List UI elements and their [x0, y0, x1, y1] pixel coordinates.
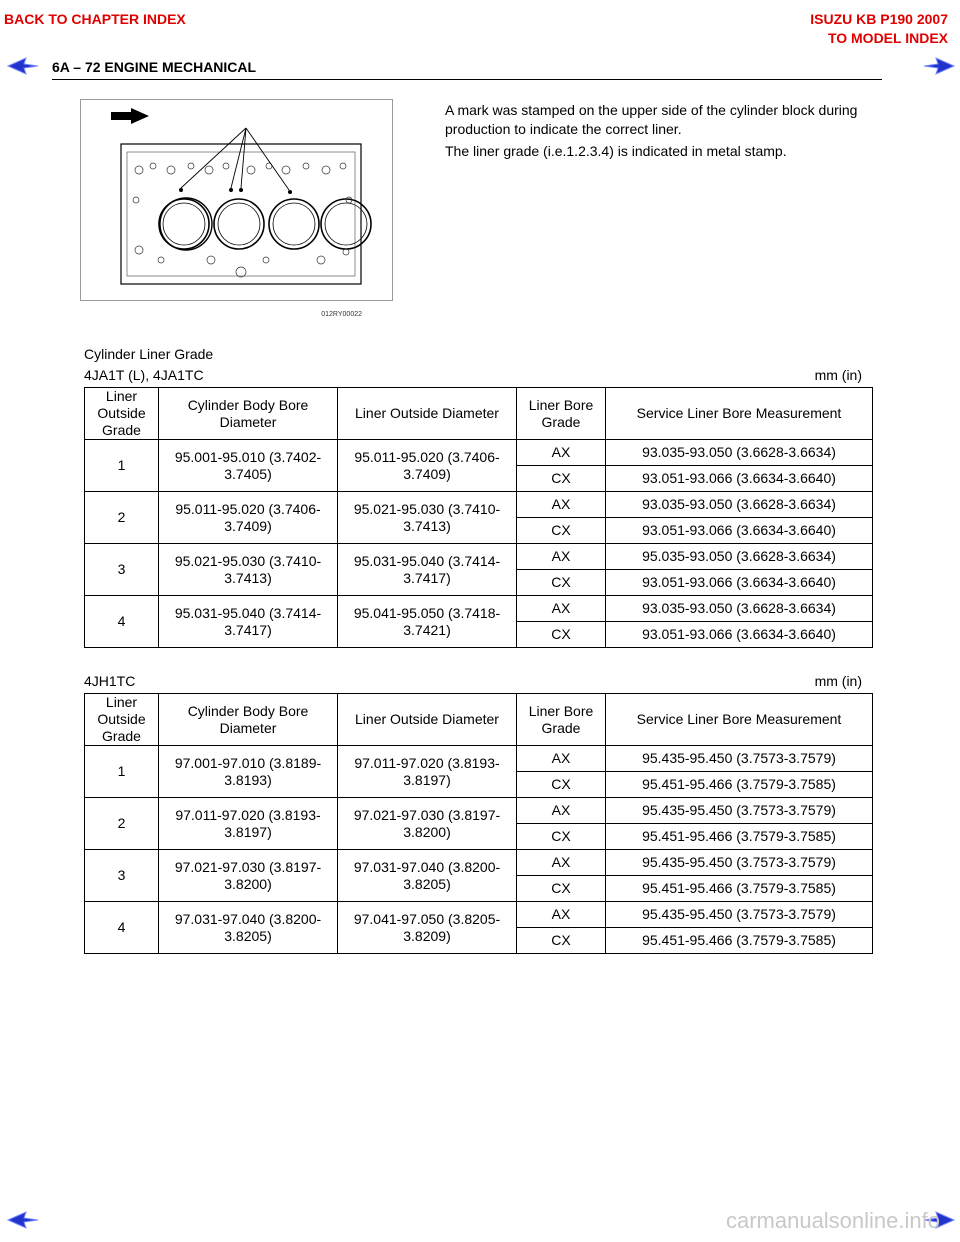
- cell-service: 95.451-95.466 (3.7579-3.7585): [606, 772, 873, 798]
- cell-bore-grade: AX: [517, 544, 606, 570]
- cell-body-bore: 95.011-95.020 (3.7406-3.7409): [159, 492, 338, 544]
- col-header-liner-od: Liner Outside Diameter: [338, 388, 517, 440]
- section-title: Cylinder Liner Grade: [84, 346, 214, 362]
- cell-bore-grade: AX: [517, 596, 606, 622]
- cell-body-bore: 97.021-97.030 (3.8197-3.8200): [159, 850, 338, 902]
- model-title[interactable]: ISUZU KB P190 2007: [810, 11, 948, 27]
- cell-liner-od: 97.011-97.020 (3.8193-3.8197): [338, 746, 517, 798]
- cell-service: 95.035-93.050 (3.6628-3.6634): [606, 544, 873, 570]
- table-header-row: [85, 388, 873, 440]
- page-header: [52, 59, 882, 80]
- cell-grade: 4: [85, 902, 159, 954]
- col-header-body-bore: Cylinder Body Bore Diameter: [159, 694, 338, 746]
- cell-bore-grade: CX: [517, 876, 606, 902]
- cell-grade: 1: [85, 440, 159, 492]
- cell-bore-grade: CX: [517, 570, 606, 596]
- cell-body-bore: 95.001-95.010 (3.7402-3.7405): [159, 440, 338, 492]
- cell-bore-grade: CX: [517, 518, 606, 544]
- col-header-bore-grade: Liner Bore Grade: [517, 388, 606, 440]
- table-row: [85, 798, 873, 824]
- intro-paragraph: A mark was stamped on the upper side of the cylinder block during production to indicate the correct liner.: [445, 102, 858, 137]
- cell-service: 93.051-93.066 (3.6634-3.6640): [606, 518, 873, 544]
- col-header-grade: Liner Outside Grade: [85, 388, 159, 440]
- cell-liner-od: 97.031-97.040 (3.8200-3.8205): [338, 850, 517, 902]
- col-header-grade: Liner Outside Grade: [85, 694, 159, 746]
- table2-model: 4JH1TC: [84, 673, 136, 689]
- cell-grade: 2: [85, 492, 159, 544]
- table1-unit: mm (in): [814, 367, 862, 383]
- back-to-chapter-index-link[interactable]: BACK TO CHAPTER INDEX: [4, 11, 186, 27]
- cell-liner-od: 95.031-95.040 (3.7414-3.7417): [338, 544, 517, 596]
- table-row: [85, 440, 873, 466]
- figure-code: 012RY00022: [321, 311, 362, 318]
- cell-bore-grade: CX: [517, 772, 606, 798]
- cell-body-bore: 97.031-97.040 (3.8200-3.8205): [159, 902, 338, 954]
- cell-bore-grade: AX: [517, 798, 606, 824]
- cell-liner-od: 97.021-97.030 (3.8197-3.8200): [338, 798, 517, 850]
- prev-page-arrow-icon[interactable]: [6, 1210, 40, 1230]
- table-row: [85, 850, 873, 876]
- cell-liner-od: 95.021-95.030 (3.7410-3.7413): [338, 492, 517, 544]
- cell-service: 93.051-93.066 (3.6634-3.6640): [606, 466, 873, 492]
- table-row: [85, 746, 873, 772]
- table1: [84, 387, 873, 648]
- col-header-service: Service Liner Bore Measurement: [606, 694, 873, 746]
- cell-body-bore: 97.001-97.010 (3.8189-3.8193): [159, 746, 338, 798]
- cell-liner-od: 97.041-97.050 (3.8205-3.8209): [338, 902, 517, 954]
- cell-body-bore: 95.031-95.040 (3.7414-3.7417): [159, 596, 338, 648]
- cell-liner-od: 95.041-95.050 (3.7418-3.7421): [338, 596, 517, 648]
- cell-bore-grade: CX: [517, 928, 606, 954]
- table-row: [85, 902, 873, 928]
- cell-body-bore: 95.021-95.030 (3.7410-3.7413): [159, 544, 338, 596]
- cell-bore-grade: CX: [517, 824, 606, 850]
- cylinder-block-drawing: [81, 100, 392, 300]
- watermark: carmanualsonline.info: [725, 1208, 940, 1233]
- cell-grade: 1: [85, 746, 159, 798]
- cell-service: 93.035-93.050 (3.6628-3.6634): [606, 596, 873, 622]
- cell-bore-grade: AX: [517, 746, 606, 772]
- cell-service: 95.451-95.466 (3.7579-3.7585): [606, 824, 873, 850]
- cell-grade: 3: [85, 850, 159, 902]
- cell-body-bore: 97.011-97.020 (3.8193-3.8197): [159, 798, 338, 850]
- model-index-link[interactable]: TO MODEL INDEX: [827, 30, 948, 46]
- cell-grade: 4: [85, 596, 159, 648]
- col-header-service: Service Liner Bore Measurement: [606, 388, 873, 440]
- cell-service: 95.451-95.466 (3.7579-3.7585): [606, 876, 873, 902]
- cell-bore-grade: AX: [517, 850, 606, 876]
- cell-service: 95.435-95.450 (3.7573-3.7579): [606, 850, 873, 876]
- table-header-row: [85, 694, 873, 746]
- cell-service: 95.435-95.450 (3.7573-3.7579): [606, 746, 873, 772]
- cell-service: 95.451-95.466 (3.7579-3.7585): [606, 928, 873, 954]
- cell-service: 93.035-93.050 (3.6628-3.6634): [606, 492, 873, 518]
- table2-unit: mm (in): [814, 673, 862, 689]
- table-row: [85, 544, 873, 570]
- cylinder-block-figure: [80, 99, 393, 318]
- table-row: [85, 492, 873, 518]
- cell-grade: 2: [85, 798, 159, 850]
- cell-bore-grade: AX: [517, 440, 606, 466]
- cell-grade: 3: [85, 544, 159, 596]
- cell-service: 95.435-95.450 (3.7573-3.7579): [606, 902, 873, 928]
- cell-bore-grade: AX: [517, 492, 606, 518]
- cell-bore-grade: AX: [517, 902, 606, 928]
- table-row: [85, 596, 873, 622]
- cell-service: 93.035-93.050 (3.6628-3.6634): [606, 440, 873, 466]
- grade-paragraph: The liner grade (i.e.1.2.3.4) is indicated in metal stamp.: [445, 143, 787, 159]
- cell-bore-grade: CX: [517, 622, 606, 648]
- col-header-body-bore: Cylinder Body Bore Diameter: [159, 388, 338, 440]
- prev-page-arrow-icon[interactable]: [6, 56, 40, 76]
- table2: [84, 693, 873, 954]
- cell-service: 93.051-93.066 (3.6634-3.6640): [606, 622, 873, 648]
- table1-model: 4JA1T (L), 4JA1TC: [84, 367, 204, 383]
- cell-bore-grade: CX: [517, 466, 606, 492]
- page-header-title: 6A – 72 ENGINE MECHANICAL: [52, 59, 257, 75]
- col-header-liner-od: Liner Outside Diameter: [338, 694, 517, 746]
- cell-service: 93.051-93.066 (3.6634-3.6640): [606, 570, 873, 596]
- col-header-bore-grade: Liner Bore Grade: [517, 694, 606, 746]
- next-page-arrow-icon[interactable]: [922, 56, 956, 76]
- cell-liner-od: 95.011-95.020 (3.7406-3.7409): [338, 440, 517, 492]
- cell-service: 95.435-95.450 (3.7573-3.7579): [606, 798, 873, 824]
